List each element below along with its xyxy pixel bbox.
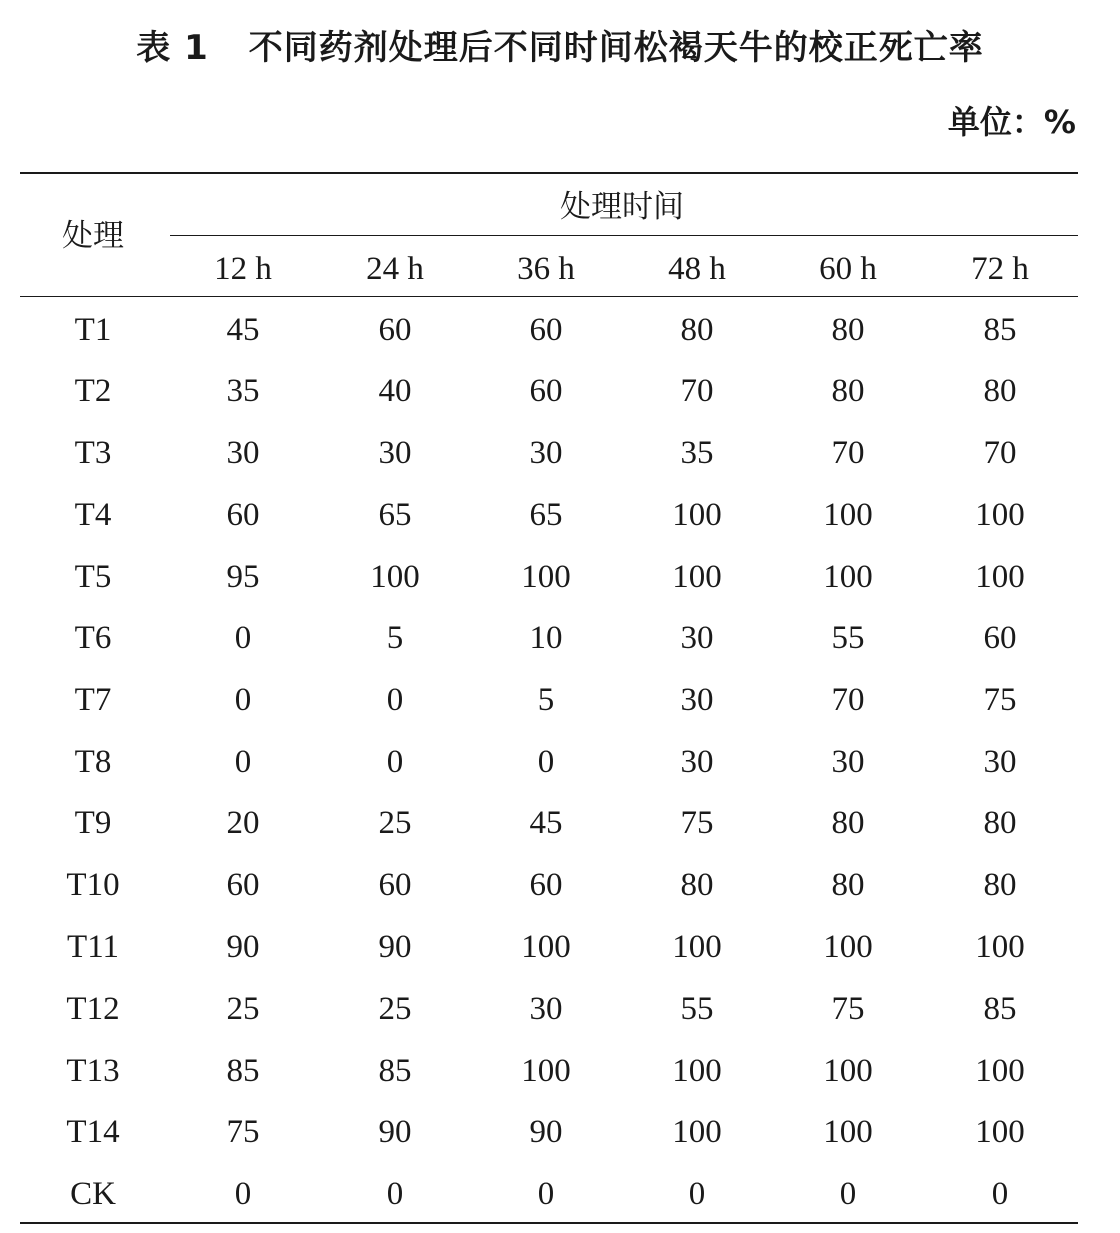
table-cell: 60	[378, 312, 412, 348]
table-cell: 70	[680, 373, 714, 409]
row-label: T5	[74, 559, 112, 595]
row-label: T11	[67, 929, 119, 965]
table-cell: 85	[983, 312, 1017, 348]
table-cell: 0	[688, 1176, 706, 1212]
table-cell: 85	[226, 1053, 260, 1089]
table-cell: 70	[831, 435, 865, 471]
table-cell: 75	[680, 805, 714, 841]
table-cell: 0	[234, 620, 252, 656]
column-header: 60 h	[819, 251, 877, 287]
table-cell: 90	[226, 929, 260, 965]
table-cell: 25	[378, 805, 412, 841]
table-cell: 45	[529, 805, 563, 841]
table-cell: 0	[386, 1176, 404, 1212]
table-cell: 100	[823, 559, 873, 595]
row-label: T10	[66, 867, 120, 903]
table-cell: 20	[226, 805, 260, 841]
table-cell: 65	[378, 497, 412, 533]
table-cell: 0	[234, 682, 252, 718]
table-cell: 80	[831, 867, 865, 903]
table-cell: 80	[680, 867, 714, 903]
table-cell: 0	[234, 744, 252, 780]
row-label: T3	[74, 435, 112, 471]
header-bottom-rule	[20, 296, 1078, 297]
table-cell: 5	[537, 682, 555, 718]
table-cell: 55	[831, 620, 865, 656]
table-cell: 100	[672, 497, 722, 533]
table-cell: 25	[378, 991, 412, 1027]
table-cell: 100	[823, 1114, 873, 1150]
row-label: T14	[66, 1114, 120, 1150]
table-cell: 55	[680, 991, 714, 1027]
table-cell: 80	[680, 312, 714, 348]
table-cell: 75	[831, 991, 865, 1027]
row-label: T7	[74, 682, 112, 718]
row-label: T2	[74, 373, 112, 409]
table-cell: 35	[680, 435, 714, 471]
row-label: T6	[74, 620, 112, 656]
table-cell: 100	[521, 559, 571, 595]
table-cell: 100	[975, 1053, 1025, 1089]
table-cell: 0	[234, 1176, 252, 1212]
table-number: 表 1	[136, 28, 209, 68]
column-header: 12 h	[214, 251, 272, 287]
column-header: 24 h	[366, 251, 424, 287]
table-cell: 0	[386, 744, 404, 780]
table-cell: 65	[529, 497, 563, 533]
row-label: T8	[74, 744, 112, 780]
table-cell: 60	[226, 867, 260, 903]
table-cell: 0	[839, 1176, 857, 1212]
table-cell: 25	[226, 991, 260, 1027]
table-title: 不同药剂处理后不同时间松褐天牛的校正死亡率	[248, 28, 984, 68]
row-header: 处理	[62, 218, 124, 254]
row-label: CK	[70, 1176, 116, 1212]
table-cell: 60	[226, 497, 260, 533]
table-cell: 90	[529, 1114, 563, 1150]
table-cell: 100	[823, 497, 873, 533]
table-cell: 70	[831, 682, 865, 718]
table-cell: 60	[529, 373, 563, 409]
table-cell: 30	[529, 435, 563, 471]
table-cell: 60	[378, 867, 412, 903]
table-cell: 100	[823, 1053, 873, 1089]
group-header: 处理时间	[560, 189, 684, 225]
table-cell: 75	[226, 1114, 260, 1150]
column-header: 72 h	[971, 251, 1029, 287]
table-cell: 30	[831, 744, 865, 780]
column-header: 48 h	[668, 251, 726, 287]
table-cell: 35	[226, 373, 260, 409]
row-label: T1	[74, 312, 112, 348]
table-cell: 100	[823, 929, 873, 965]
table-cell: 30	[226, 435, 260, 471]
table-cell: 60	[529, 867, 563, 903]
table-cell: 60	[529, 312, 563, 348]
row-label: T9	[74, 805, 112, 841]
table-cell: 30	[680, 682, 714, 718]
table-cell: 0	[537, 1176, 555, 1212]
unit-label: 单位：%	[947, 103, 1076, 141]
table-cell: 80	[983, 805, 1017, 841]
table-cell: 95	[226, 559, 260, 595]
table-top-rule	[20, 172, 1078, 174]
table-cell: 80	[831, 312, 865, 348]
table-cell: 30	[680, 744, 714, 780]
table-cell: 10	[529, 620, 563, 656]
table-cell: 100	[975, 559, 1025, 595]
table-cell: 80	[831, 373, 865, 409]
table-cell: 30	[378, 435, 412, 471]
column-header: 36 h	[517, 251, 575, 287]
table-cell: 100	[521, 1053, 571, 1089]
table-cell: 85	[378, 1053, 412, 1089]
group-header-rule	[170, 235, 1078, 236]
table-cell: 70	[983, 435, 1017, 471]
table-cell: 100	[975, 1114, 1025, 1150]
table-cell: 100	[672, 1114, 722, 1150]
table-cell: 75	[983, 682, 1017, 718]
row-label: T4	[74, 497, 112, 533]
table-cell: 30	[529, 991, 563, 1027]
table-cell: 0	[537, 744, 555, 780]
table-cell: 0	[386, 682, 404, 718]
table-cell: 100	[370, 559, 420, 595]
table-cell: 90	[378, 1114, 412, 1150]
table-cell: 40	[378, 373, 412, 409]
table-cell: 90	[378, 929, 412, 965]
table-cell: 30	[983, 744, 1017, 780]
table-cell: 60	[983, 620, 1017, 656]
table-cell: 80	[983, 373, 1017, 409]
table-cell: 80	[831, 805, 865, 841]
table-cell: 80	[983, 867, 1017, 903]
table-cell: 100	[975, 497, 1025, 533]
row-label: T13	[66, 1053, 120, 1089]
table-cell: 30	[680, 620, 714, 656]
table-cell: 100	[672, 559, 722, 595]
table-cell: 85	[983, 991, 1017, 1027]
table-cell: 100	[672, 1053, 722, 1089]
table-caption	[0, 20, 1120, 76]
table-cell: 100	[975, 929, 1025, 965]
table-cell: 100	[672, 929, 722, 965]
table-bottom-rule	[20, 1222, 1078, 1224]
row-label: T12	[66, 991, 120, 1027]
table-cell: 0	[991, 1176, 1009, 1212]
table-cell: 5	[386, 620, 404, 656]
table-cell: 45	[226, 312, 260, 348]
table-cell: 100	[521, 929, 571, 965]
